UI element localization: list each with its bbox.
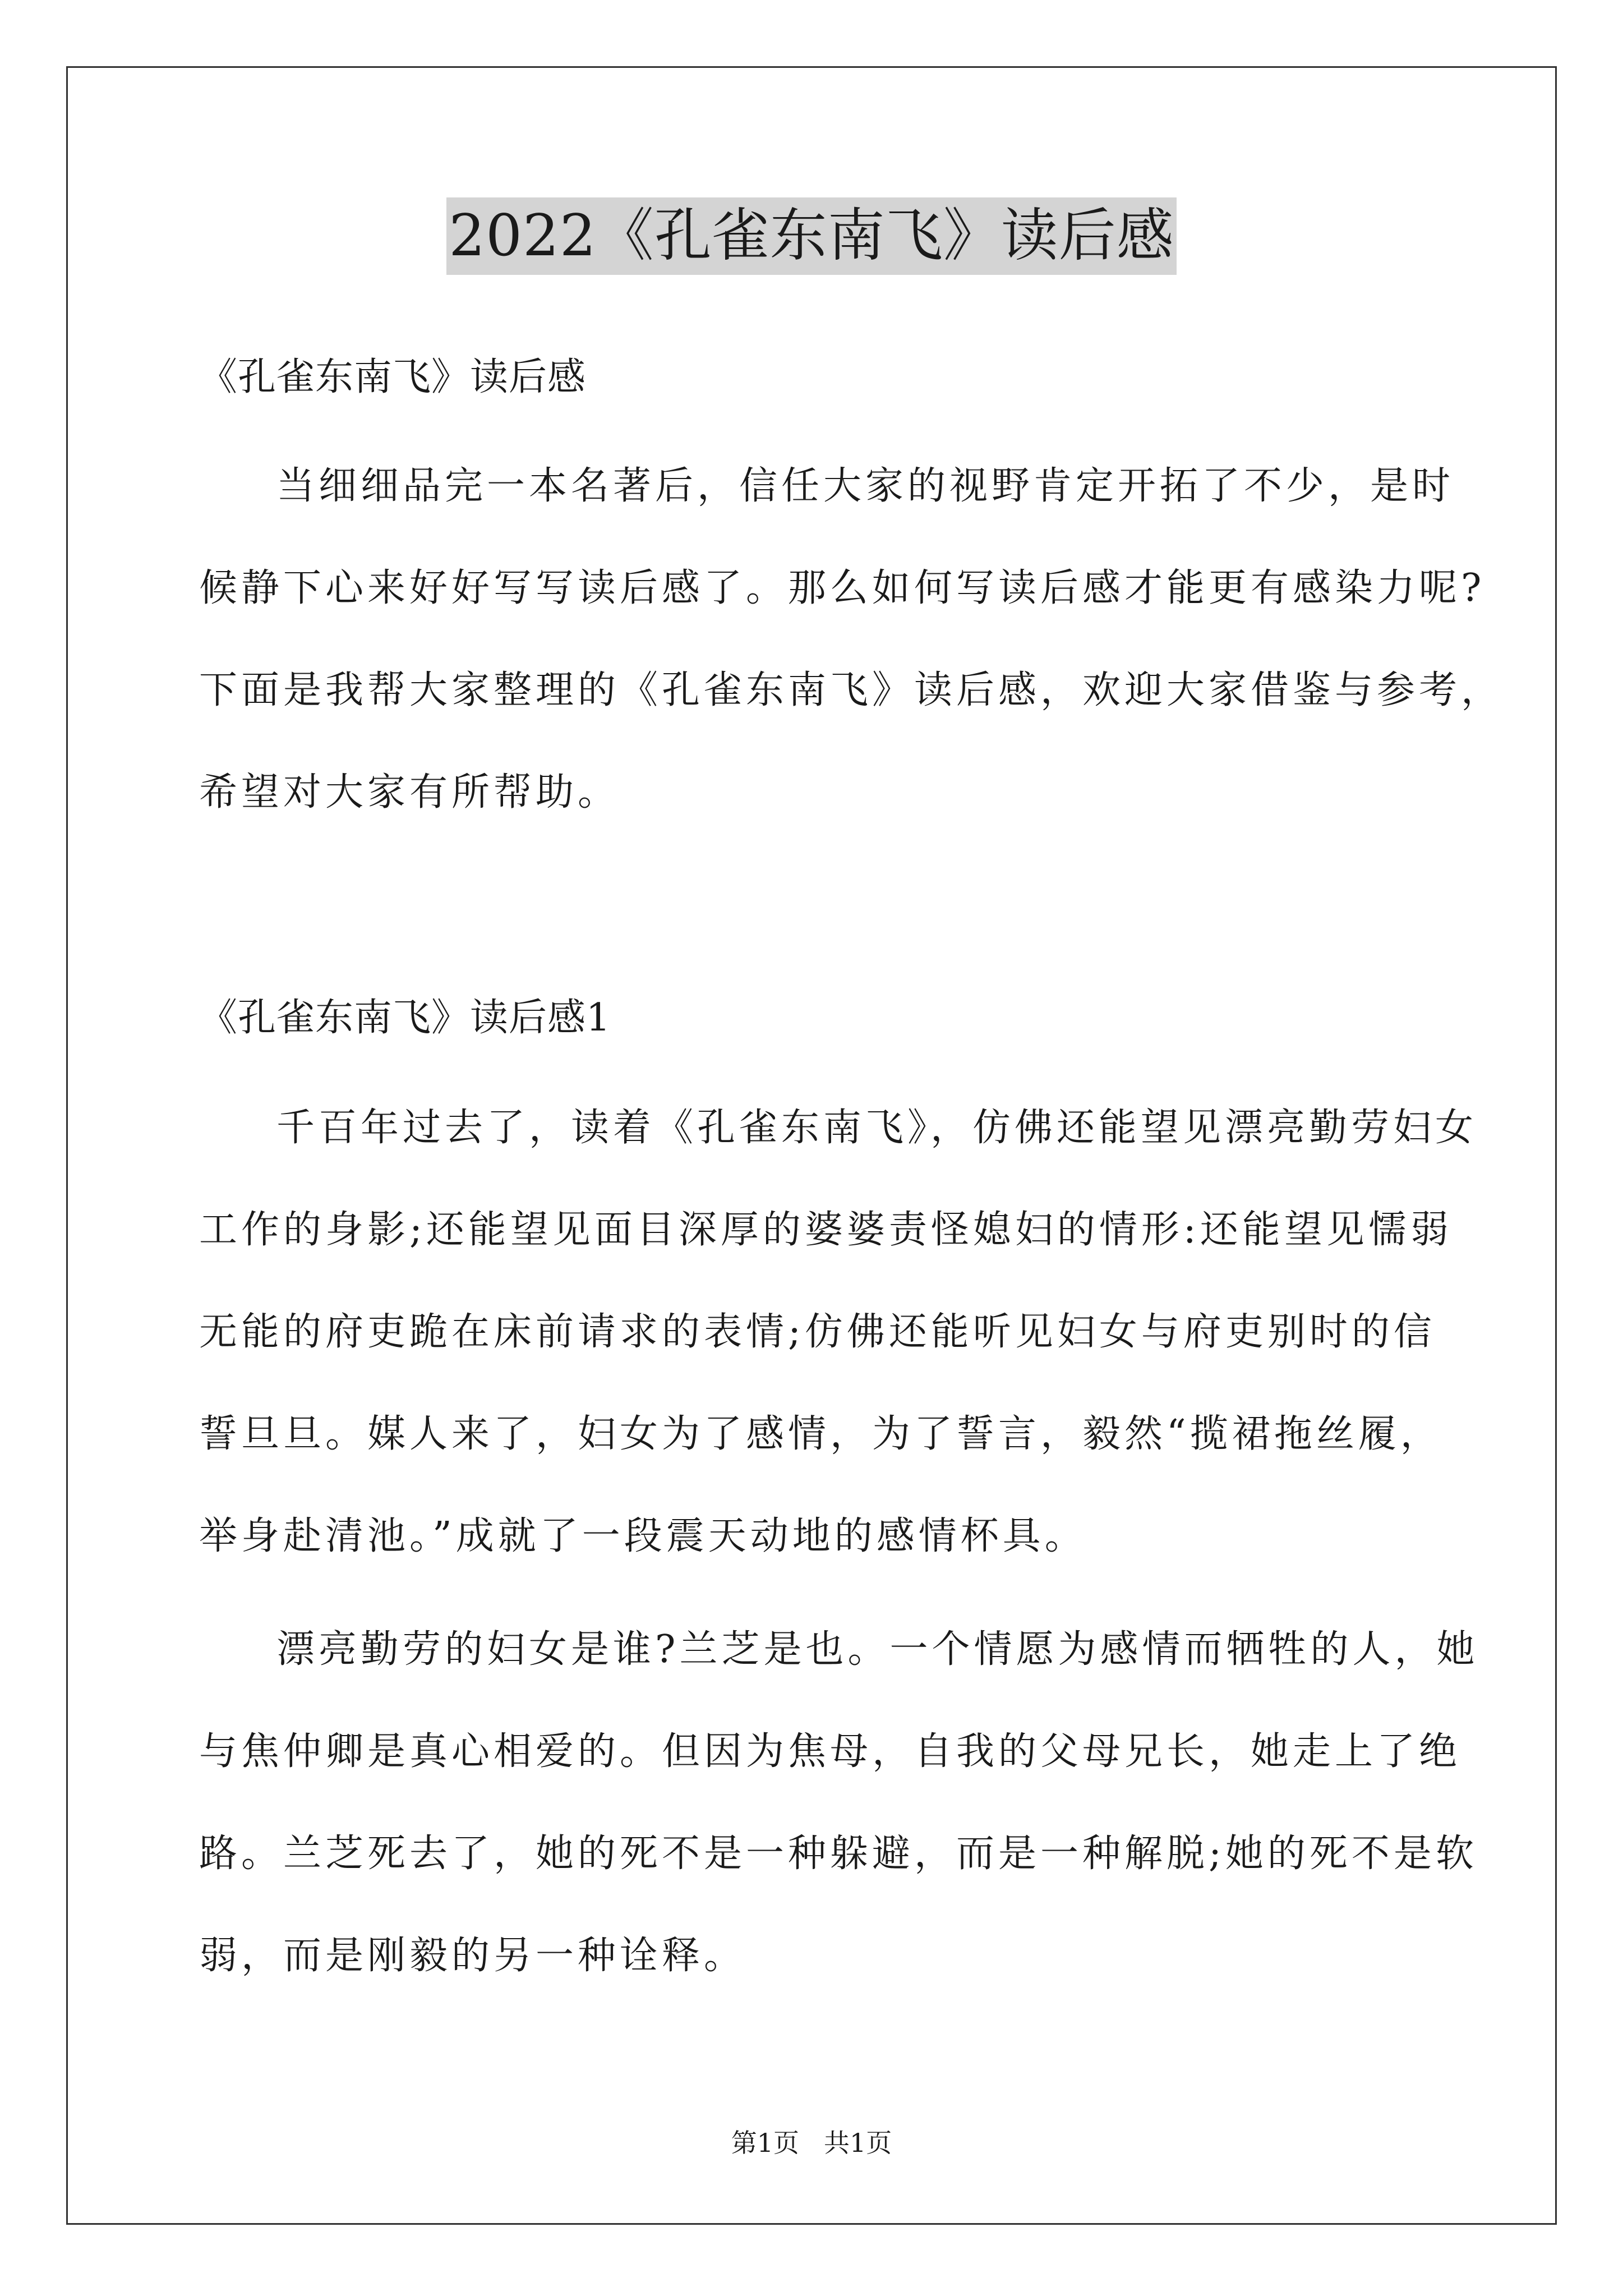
paragraph-line: 举身赴清池。”成就了一段震天动地的感情杯具。 (199, 1514, 1087, 1558)
paragraph-line: 誓旦旦。媒人来了，妇女为了感情，为了誓言，毅然“揽裙拖丝履， (199, 1412, 1442, 1456)
document-title: 2022《孔雀东南飞》读后感 (446, 197, 1177, 275)
page-total: 共1页 (824, 2128, 892, 2158)
paragraph-line: 下面是我帮大家整理的《孔雀东南飞》读后感，欢迎大家借鉴与参考， (199, 668, 1504, 712)
page-number: 第1页 (731, 2128, 799, 2158)
paragraph-line: 弱，而是刚毅的另一种诠释。 (199, 1934, 746, 1978)
paragraph-line: 工作的身影;还能望见面目深厚的婆婆责怪媳妇的情形:还能望见懦弱 (199, 1208, 1453, 1252)
paragraph-line: 漂亮勤劳的妇女是谁?兰芝是也。一个情愿为感情而牺牲的人，她 (276, 1627, 1479, 1672)
paragraph-line: 当细细品完一本名著后，信任大家的视野肯定开拓了不少，是时 (276, 464, 1455, 508)
page-footer (0, 2126, 1623, 2160)
paragraph-line: 与焦仲卿是真心相爱的。但因为焦母，自我的父母兄长，她走上了绝 (199, 1729, 1461, 1774)
paragraph-line: 候静下心来好好写写读后感了。那么如何写读后感才能更有感染力呢? (199, 566, 1486, 610)
section-heading: 《孔雀东南飞》读后感 (199, 355, 587, 399)
paragraph-line: 希望对大家有所帮助。 (199, 770, 620, 815)
paragraph-line: 路。兰芝死去了，她的死不是一种躲避，而是一种解脱;她的死不是软 (199, 1832, 1478, 1876)
paragraph-line: 千百年过去了，读着《孔雀东南飞》，仿佛还能望见漂亮勤劳妇女 (276, 1106, 1478, 1150)
section-heading: 《孔雀东南飞》读后感1 (199, 996, 611, 1040)
title-container (0, 197, 1623, 275)
paragraph-line: 无能的府吏跪在床前请求的表情;仿佛还能听见妇女与府吏别时的信 (199, 1310, 1436, 1354)
